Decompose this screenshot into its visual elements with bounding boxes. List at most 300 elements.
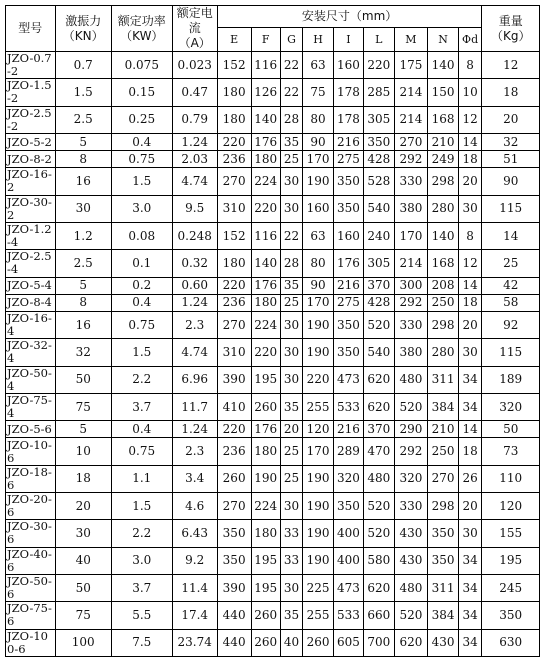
cell-dim: 220 xyxy=(251,195,280,222)
cell-dim: 152 xyxy=(217,52,251,79)
cell-dim: 35 xyxy=(280,393,303,420)
cell-dim: 250 xyxy=(428,294,458,311)
cell-rated-power: 1.5 xyxy=(111,493,172,520)
table-row xyxy=(6,629,540,656)
cell-dim: 260 xyxy=(217,465,251,492)
cell-dim: 170 xyxy=(303,151,333,168)
cell-dim: 190 xyxy=(303,493,333,520)
cell-weight: 51 xyxy=(482,151,540,168)
cell-rated-current: 6.43 xyxy=(172,520,217,547)
cell-dim: 270 xyxy=(394,133,428,150)
cell-dim: 310 xyxy=(217,195,251,222)
cell-rated-current: 23.74 xyxy=(172,629,217,656)
cell-weight: 350 xyxy=(482,602,540,629)
cell-exciting-force: 75 xyxy=(55,602,111,629)
cell-exciting-force: 40 xyxy=(55,547,111,574)
cell-dim: 330 xyxy=(394,168,428,195)
cell-model: JZO-1.5-2 xyxy=(6,79,56,106)
cell-model: JZO-2.5-4 xyxy=(6,250,56,277)
cell-rated-power: 7.5 xyxy=(111,629,172,656)
table-row xyxy=(6,294,540,311)
cell-dim: 30 xyxy=(280,574,303,601)
cell-dim: 30 xyxy=(280,195,303,222)
cell-model: JZO-1.2-4 xyxy=(6,222,56,249)
cell-rated-current: 0.248 xyxy=(172,222,217,249)
cell-weight: 32 xyxy=(482,133,540,150)
cell-dim: 80 xyxy=(303,106,333,133)
cell-rated-power: 3.7 xyxy=(111,574,172,601)
table-row xyxy=(6,421,540,438)
cell-dim: 140 xyxy=(428,222,458,249)
cell-dim: 311 xyxy=(428,574,458,601)
cell-dim: 28 xyxy=(280,250,303,277)
cell-dim: 270 xyxy=(217,493,251,520)
cell-weight: 42 xyxy=(482,277,540,294)
cell-dim: 350 xyxy=(364,133,394,150)
cell-dim: 533 xyxy=(333,393,363,420)
cell-dim: 152 xyxy=(217,222,251,249)
cell-dim: 20 xyxy=(280,421,303,438)
cell-dim: 180 xyxy=(217,250,251,277)
cell-dim: 34 xyxy=(458,547,482,574)
cell-model: JZO-8-2 xyxy=(6,151,56,168)
cell-model: JZO-18-6 xyxy=(6,465,56,492)
header-dim-7: N xyxy=(428,27,458,51)
cell-model: JZO-2.5-2 xyxy=(6,106,56,133)
cell-exciting-force: 1.5 xyxy=(55,79,111,106)
cell-dim: 520 xyxy=(364,520,394,547)
cell-rated-current: 1.24 xyxy=(172,421,217,438)
cell-dim: 25 xyxy=(280,438,303,465)
header-exciting-force: 激振力 （KN） xyxy=(55,6,111,52)
cell-rated-current: 0.023 xyxy=(172,52,217,79)
cell-dim: 350 xyxy=(333,339,363,366)
cell-dim: 350 xyxy=(333,311,363,338)
cell-dim: 30 xyxy=(280,168,303,195)
cell-dim: 190 xyxy=(303,547,333,574)
cell-dim: 20 xyxy=(458,493,482,520)
cell-dim: 285 xyxy=(364,79,394,106)
cell-model: JZO-75-6 xyxy=(6,602,56,629)
cell-rated-current: 4.6 xyxy=(172,493,217,520)
table-row xyxy=(6,393,540,420)
cell-dim: 270 xyxy=(217,311,251,338)
cell-dim: 30 xyxy=(280,339,303,366)
cell-exciting-force: 30 xyxy=(55,195,111,222)
cell-dim: 30 xyxy=(280,311,303,338)
cell-rated-power: 0.075 xyxy=(111,52,172,79)
cell-dim: 168 xyxy=(428,250,458,277)
cell-dim: 480 xyxy=(364,465,394,492)
cell-model: JZO-100-6 xyxy=(6,629,56,656)
cell-rated-current: 4.74 xyxy=(172,339,217,366)
cell-dim: 63 xyxy=(303,222,333,249)
cell-dim: 605 xyxy=(333,629,363,656)
cell-rated-current: 1.24 xyxy=(172,133,217,150)
cell-rated-power: 0.2 xyxy=(111,277,172,294)
cell-dim: 225 xyxy=(303,574,333,601)
cell-rated-power: 0.1 xyxy=(111,250,172,277)
cell-exciting-force: 2.5 xyxy=(55,106,111,133)
cell-dim: 22 xyxy=(280,79,303,106)
cell-rated-power: 3.0 xyxy=(111,195,172,222)
table-row xyxy=(6,520,540,547)
cell-dim: 190 xyxy=(303,520,333,547)
table-row xyxy=(6,52,540,79)
cell-dim: 380 xyxy=(394,195,428,222)
cell-dim: 520 xyxy=(394,393,428,420)
cell-dim: 255 xyxy=(303,602,333,629)
cell-dim: 350 xyxy=(217,520,251,547)
cell-dim: 170 xyxy=(394,222,428,249)
cell-dim: 305 xyxy=(364,250,394,277)
cell-dim: 170 xyxy=(303,294,333,311)
cell-weight: 320 xyxy=(482,393,540,420)
cell-dim: 208 xyxy=(428,277,458,294)
cell-weight: 189 xyxy=(482,366,540,393)
cell-dim: 190 xyxy=(251,465,280,492)
cell-model: JZO-30-2 xyxy=(6,195,56,222)
cell-weight: 12 xyxy=(482,52,540,79)
cell-dim: 250 xyxy=(428,438,458,465)
table-row xyxy=(6,168,540,195)
cell-exciting-force: 20 xyxy=(55,493,111,520)
cell-dim: 298 xyxy=(428,168,458,195)
cell-rated-current: 0.60 xyxy=(172,277,217,294)
cell-dim: 35 xyxy=(280,277,303,294)
cell-rated-current: 9.5 xyxy=(172,195,217,222)
cell-exciting-force: 8 xyxy=(55,294,111,311)
cell-dim: 25 xyxy=(280,294,303,311)
table-row xyxy=(6,339,540,366)
cell-dim: 176 xyxy=(251,277,280,294)
cell-rated-power: 1.5 xyxy=(111,339,172,366)
cell-dim: 120 xyxy=(303,421,333,438)
cell-dim: 116 xyxy=(251,222,280,249)
cell-dim: 350 xyxy=(333,195,363,222)
cell-dim: 80 xyxy=(303,250,333,277)
cell-rated-current: 4.74 xyxy=(172,168,217,195)
cell-exciting-force: 50 xyxy=(55,574,111,601)
cell-dim: 240 xyxy=(364,222,394,249)
cell-dim: 12 xyxy=(458,250,482,277)
cell-rated-current: 0.32 xyxy=(172,250,217,277)
cell-dim: 410 xyxy=(217,393,251,420)
cell-dim: 520 xyxy=(364,493,394,520)
cell-dim: 35 xyxy=(280,602,303,629)
cell-dim: 275 xyxy=(333,151,363,168)
cell-weight: 155 xyxy=(482,520,540,547)
cell-dim: 320 xyxy=(333,465,363,492)
cell-rated-current: 2.3 xyxy=(172,438,217,465)
cell-exciting-force: 18 xyxy=(55,465,111,492)
cell-dim: 520 xyxy=(364,311,394,338)
cell-dim: 528 xyxy=(364,168,394,195)
cell-rated-power: 0.75 xyxy=(111,151,172,168)
cell-dim: 180 xyxy=(251,520,280,547)
cell-dim: 160 xyxy=(333,222,363,249)
cell-dim: 350 xyxy=(217,547,251,574)
cell-dim: 400 xyxy=(333,520,363,547)
cell-dim: 160 xyxy=(333,52,363,79)
cell-dim: 216 xyxy=(333,133,363,150)
cell-weight: 120 xyxy=(482,493,540,520)
table-row xyxy=(6,250,540,277)
cell-dim: 14 xyxy=(458,277,482,294)
table-row xyxy=(6,465,540,492)
cell-dim: 384 xyxy=(428,393,458,420)
cell-rated-power: 0.4 xyxy=(111,294,172,311)
cell-dim: 25 xyxy=(280,465,303,492)
cell-exciting-force: 10 xyxy=(55,438,111,465)
cell-dim: 26 xyxy=(458,465,482,492)
cell-dim: 178 xyxy=(333,79,363,106)
cell-weight: 115 xyxy=(482,195,540,222)
cell-dim: 350 xyxy=(428,520,458,547)
cell-exciting-force: 5 xyxy=(55,277,111,294)
cell-dim: 270 xyxy=(428,465,458,492)
cell-dim: 390 xyxy=(217,574,251,601)
table-row xyxy=(6,133,540,150)
cell-dim: 180 xyxy=(217,106,251,133)
header-dim-8: Φd xyxy=(458,27,482,51)
cell-dim: 22 xyxy=(280,52,303,79)
header-rated-current: 额定电流 （A） xyxy=(172,6,217,52)
cell-dim: 350 xyxy=(333,493,363,520)
cell-dim: 580 xyxy=(364,547,394,574)
header-dim-4: I xyxy=(333,27,363,51)
cell-dim: 249 xyxy=(428,151,458,168)
cell-weight: 115 xyxy=(482,339,540,366)
cell-weight: 14 xyxy=(482,222,540,249)
cell-dim: 216 xyxy=(333,277,363,294)
cell-dim: 140 xyxy=(251,250,280,277)
header-dim-2: G xyxy=(280,27,303,51)
table-row xyxy=(6,195,540,222)
cell-dim: 224 xyxy=(251,311,280,338)
cell-dim: 195 xyxy=(251,366,280,393)
cell-dim: 90 xyxy=(303,277,333,294)
cell-exciting-force: 5 xyxy=(55,421,111,438)
cell-dim: 310 xyxy=(217,339,251,366)
cell-dim: 224 xyxy=(251,168,280,195)
header-dim-0: E xyxy=(217,27,251,51)
cell-dim: 140 xyxy=(251,106,280,133)
cell-weight: 58 xyxy=(482,294,540,311)
cell-dim: 10 xyxy=(458,79,482,106)
cell-rated-power: 5.5 xyxy=(111,602,172,629)
cell-exciting-force: 32 xyxy=(55,339,111,366)
cell-dim: 236 xyxy=(217,294,251,311)
cell-dim: 470 xyxy=(364,438,394,465)
cell-rated-power: 0.4 xyxy=(111,133,172,150)
cell-dim: 190 xyxy=(303,339,333,366)
cell-dim: 30 xyxy=(458,520,482,547)
cell-dim: 116 xyxy=(251,52,280,79)
cell-dim: 8 xyxy=(458,52,482,79)
cell-dim: 18 xyxy=(458,438,482,465)
cell-dim: 305 xyxy=(364,106,394,133)
header-install-dims: 安装尺寸（mm） xyxy=(217,6,482,28)
cell-model: JZO-16-4 xyxy=(6,311,56,338)
cell-dim: 75 xyxy=(303,79,333,106)
cell-dim: 176 xyxy=(333,250,363,277)
cell-dim: 620 xyxy=(394,629,428,656)
cell-model: JZO-5-2 xyxy=(6,133,56,150)
cell-rated-power: 2.2 xyxy=(111,520,172,547)
cell-dim: 428 xyxy=(364,294,394,311)
cell-exciting-force: 1.2 xyxy=(55,222,111,249)
cell-dim: 520 xyxy=(394,602,428,629)
cell-rated-current: 0.79 xyxy=(172,106,217,133)
cell-dim: 190 xyxy=(303,168,333,195)
cell-rated-current: 0.47 xyxy=(172,79,217,106)
cell-model: JZO-0.7-2 xyxy=(6,52,56,79)
cell-weight: 630 xyxy=(482,629,540,656)
cell-dim: 214 xyxy=(394,79,428,106)
cell-dim: 180 xyxy=(217,79,251,106)
cell-dim: 220 xyxy=(251,339,280,366)
cell-dim: 160 xyxy=(303,195,333,222)
cell-dim: 34 xyxy=(458,393,482,420)
cell-model: JZO-75-4 xyxy=(6,393,56,420)
cell-dim: 480 xyxy=(394,574,428,601)
cell-dim: 270 xyxy=(217,168,251,195)
cell-rated-power: 1.1 xyxy=(111,465,172,492)
table-row xyxy=(6,574,540,601)
table-row xyxy=(6,547,540,574)
cell-dim: 28 xyxy=(280,106,303,133)
cell-dim: 298 xyxy=(428,493,458,520)
header-model: 型号 xyxy=(6,6,56,52)
cell-weight: 50 xyxy=(482,421,540,438)
cell-exciting-force: 5 xyxy=(55,133,111,150)
cell-dim: 180 xyxy=(251,151,280,168)
cell-model: JZO-50-4 xyxy=(6,366,56,393)
cell-rated-power: 0.4 xyxy=(111,421,172,438)
cell-dim: 90 xyxy=(303,133,333,150)
cell-weight: 25 xyxy=(482,250,540,277)
cell-dim: 260 xyxy=(303,629,333,656)
cell-dim: 400 xyxy=(333,547,363,574)
header-dim-5: L xyxy=(364,27,394,51)
cell-rated-current: 11.4 xyxy=(172,574,217,601)
table-row xyxy=(6,79,540,106)
cell-dim: 370 xyxy=(364,421,394,438)
cell-dim: 150 xyxy=(428,79,458,106)
cell-dim: 620 xyxy=(364,366,394,393)
cell-exciting-force: 2.5 xyxy=(55,250,111,277)
cell-dim: 210 xyxy=(428,133,458,150)
table-row xyxy=(6,602,540,629)
cell-dim: 214 xyxy=(394,106,428,133)
cell-dim: 533 xyxy=(333,602,363,629)
cell-dim: 170 xyxy=(303,438,333,465)
cell-dim: 176 xyxy=(251,421,280,438)
cell-dim: 35 xyxy=(280,133,303,150)
cell-weight: 18 xyxy=(482,79,540,106)
cell-weight: 245 xyxy=(482,574,540,601)
cell-dim: 275 xyxy=(333,294,363,311)
cell-dim: 380 xyxy=(394,339,428,366)
cell-dim: 30 xyxy=(458,339,482,366)
cell-dim: 292 xyxy=(394,151,428,168)
cell-dim: 33 xyxy=(280,547,303,574)
cell-dim: 289 xyxy=(333,438,363,465)
cell-rated-power: 2.2 xyxy=(111,366,172,393)
cell-dim: 300 xyxy=(394,277,428,294)
cell-weight: 195 xyxy=(482,547,540,574)
cell-dim: 34 xyxy=(458,574,482,601)
cell-dim: 700 xyxy=(364,629,394,656)
cell-dim: 292 xyxy=(394,294,428,311)
table-row xyxy=(6,311,540,338)
cell-dim: 480 xyxy=(394,366,428,393)
cell-dim: 34 xyxy=(458,366,482,393)
cell-dim: 20 xyxy=(458,311,482,338)
cell-model: JZO-50-6 xyxy=(6,574,56,601)
cell-rated-power: 0.08 xyxy=(111,222,172,249)
cell-dim: 430 xyxy=(394,520,428,547)
cell-dim: 292 xyxy=(394,438,428,465)
cell-dim: 473 xyxy=(333,366,363,393)
cell-dim: 12 xyxy=(458,106,482,133)
cell-dim: 298 xyxy=(428,311,458,338)
cell-dim: 620 xyxy=(364,574,394,601)
spec-table xyxy=(5,5,540,657)
cell-dim: 30 xyxy=(280,366,303,393)
cell-dim: 126 xyxy=(251,79,280,106)
table-row xyxy=(6,222,540,249)
cell-model: JZO-10-6 xyxy=(6,438,56,465)
cell-model: JZO-5-6 xyxy=(6,421,56,438)
cell-dim: 236 xyxy=(217,151,251,168)
header-rated-power: 额定功率 （KW） xyxy=(111,6,172,52)
header-weight: 重量 （Kg） xyxy=(482,6,540,52)
cell-dim: 384 xyxy=(428,602,458,629)
table-row xyxy=(6,438,540,465)
cell-rated-power: 3.0 xyxy=(111,547,172,574)
cell-dim: 22 xyxy=(280,222,303,249)
cell-dim: 330 xyxy=(394,493,428,520)
cell-exciting-force: 30 xyxy=(55,520,111,547)
table-row xyxy=(6,277,540,294)
cell-dim: 34 xyxy=(458,629,482,656)
cell-model: JZO-16-2 xyxy=(6,168,56,195)
cell-exciting-force: 8 xyxy=(55,151,111,168)
cell-dim: 178 xyxy=(333,106,363,133)
cell-model: JZO-5-4 xyxy=(6,277,56,294)
cell-dim: 14 xyxy=(458,421,482,438)
cell-dim: 260 xyxy=(251,602,280,629)
cell-dim: 350 xyxy=(333,168,363,195)
cell-dim: 195 xyxy=(251,574,280,601)
table-row xyxy=(6,106,540,133)
cell-dim: 220 xyxy=(217,133,251,150)
cell-rated-current: 3.4 xyxy=(172,465,217,492)
cell-exciting-force: 16 xyxy=(55,311,111,338)
cell-dim: 540 xyxy=(364,339,394,366)
cell-exciting-force: 100 xyxy=(55,629,111,656)
cell-dim: 140 xyxy=(428,52,458,79)
cell-exciting-force: 16 xyxy=(55,168,111,195)
cell-dim: 430 xyxy=(428,629,458,656)
cell-weight: 20 xyxy=(482,106,540,133)
cell-model: JZO-40-6 xyxy=(6,547,56,574)
cell-dim: 216 xyxy=(333,421,363,438)
cell-dim: 30 xyxy=(458,195,482,222)
table-row xyxy=(6,151,540,168)
